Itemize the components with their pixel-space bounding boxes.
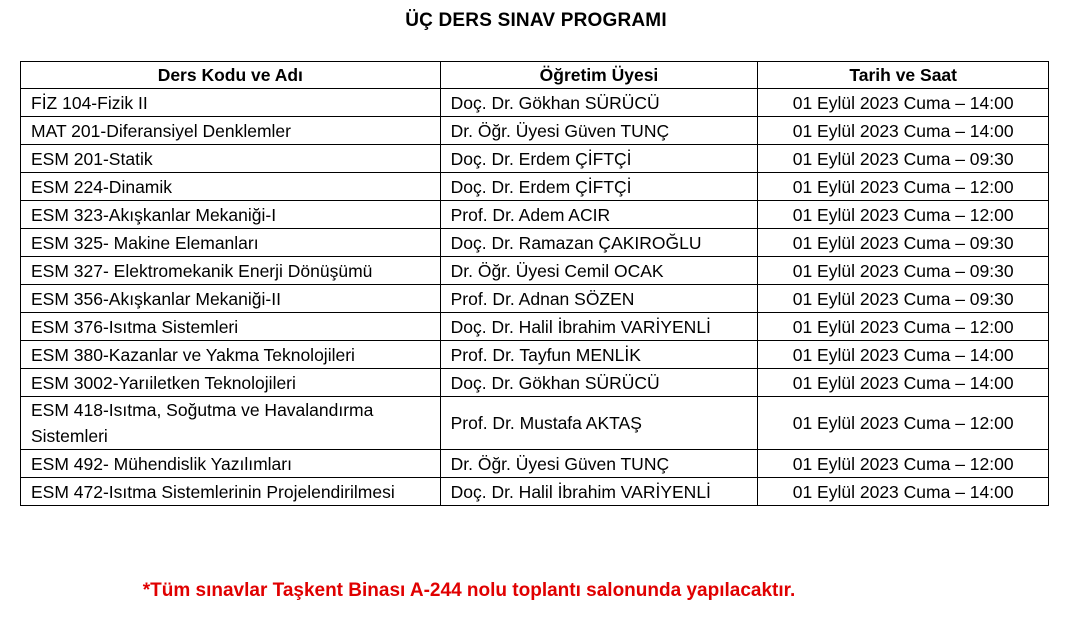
exam-schedule-table — [20, 61, 1049, 506]
course-cell: ESM 418-Isıtma, Soğutma ve Havalandırma Sistemleri — [21, 397, 441, 450]
course-cell: ESM 327- Elektromekanik Enerji Dönüşümü — [21, 257, 441, 285]
lecturer-cell: Doç. Dr. Erdem ÇİFTÇİ — [440, 145, 758, 173]
table-header-row — [21, 62, 1049, 89]
course-cell: ESM 3002-Yarıiletken Teknolojileri — [21, 369, 441, 397]
course-cell: ESM 472-Isıtma Sistemlerinin Projelendirilmesi — [21, 478, 441, 506]
exam-location-note: *Tüm sınavlar Taşkent Binası A-244 nolu toplantı salonunda yapılacaktır. — [142, 580, 796, 601]
table-row — [21, 229, 1049, 257]
column-header-datetime: Tarih ve Saat — [758, 62, 1049, 89]
lecturer-cell: Doç. Dr. Halil İbrahim VARİYENLİ — [440, 313, 758, 341]
table-row — [21, 173, 1049, 201]
lecturer-cell: Prof. Dr. Tayfun MENLİK — [440, 341, 758, 369]
course-cell: ESM 224-Dinamik — [21, 173, 441, 201]
datetime-cell: 01 Eylül 2023 Cuma – 09:30 — [758, 229, 1049, 257]
datetime-cell: 01 Eylül 2023 Cuma – 14:00 — [758, 478, 1049, 506]
course-cell: ESM 356-Akışkanlar Mekaniği-II — [21, 285, 441, 313]
datetime-cell: 01 Eylül 2023 Cuma – 12:00 — [758, 201, 1049, 229]
table-row — [21, 257, 1049, 285]
table-row — [21, 117, 1049, 145]
lecturer-cell: Dr. Öğr. Üyesi Cemil OCAK — [440, 257, 758, 285]
course-cell: ESM 325- Makine Elemanları — [21, 229, 441, 257]
table-row — [21, 341, 1049, 369]
column-header-course: Ders Kodu ve Adı — [21, 62, 441, 89]
datetime-cell: 01 Eylül 2023 Cuma – 09:30 — [758, 257, 1049, 285]
table-row — [21, 145, 1049, 173]
table-row — [21, 397, 1049, 450]
datetime-cell: 01 Eylül 2023 Cuma – 09:30 — [758, 285, 1049, 313]
table-row — [21, 89, 1049, 117]
lecturer-cell: Prof. Dr. Adem ACIR — [440, 201, 758, 229]
table-row — [21, 478, 1049, 506]
datetime-cell: 01 Eylül 2023 Cuma – 14:00 — [758, 89, 1049, 117]
lecturer-cell: Doç. Dr. Gökhan SÜRÜCÜ — [440, 369, 758, 397]
course-cell: ESM 376-Isıtma Sistemleri — [21, 313, 441, 341]
course-cell: MAT 201-Diferansiyel Denklemler — [21, 117, 441, 145]
lecturer-cell: Prof. Dr. Mustafa AKTAŞ — [440, 397, 758, 450]
datetime-cell: 01 Eylül 2023 Cuma – 14:00 — [758, 117, 1049, 145]
datetime-cell: 01 Eylül 2023 Cuma – 09:30 — [758, 145, 1049, 173]
course-cell: ESM 201-Statik — [21, 145, 441, 173]
datetime-cell: 01 Eylül 2023 Cuma – 14:00 — [758, 369, 1049, 397]
course-cell: FİZ 104-Fizik II — [21, 89, 441, 117]
lecturer-cell: Prof. Dr. Adnan SÖZEN — [440, 285, 758, 313]
table-row — [21, 201, 1049, 229]
page-title: ÜÇ DERS SINAV PROGRAMI — [405, 10, 667, 31]
datetime-cell: 01 Eylül 2023 Cuma – 12:00 — [758, 173, 1049, 201]
course-cell: ESM 380-Kazanlar ve Yakma Teknolojileri — [21, 341, 441, 369]
table-row — [21, 285, 1049, 313]
table-row — [21, 369, 1049, 397]
datetime-cell: 01 Eylül 2023 Cuma – 12:00 — [758, 313, 1049, 341]
course-cell: ESM 323-Akışkanlar Mekaniği-I — [21, 201, 441, 229]
lecturer-cell: Doç. Dr. Ramazan ÇAKIROĞLU — [440, 229, 758, 257]
table-row — [21, 450, 1049, 478]
datetime-cell: 01 Eylül 2023 Cuma – 12:00 — [758, 450, 1049, 478]
course-cell: ESM 492- Mühendislik Yazılımları — [21, 450, 441, 478]
datetime-cell: 01 Eylül 2023 Cuma – 12:00 — [758, 397, 1049, 450]
datetime-cell: 01 Eylül 2023 Cuma – 14:00 — [758, 341, 1049, 369]
lecturer-cell: Doç. Dr. Gökhan SÜRÜCÜ — [440, 89, 758, 117]
lecturer-cell: Dr. Öğr. Üyesi Güven TUNÇ — [440, 117, 758, 145]
lecturer-cell: Doç. Dr. Halil İbrahim VARİYENLİ — [440, 478, 758, 506]
column-header-lecturer: Öğretim Üyesi — [440, 62, 758, 89]
table-row — [21, 313, 1049, 341]
lecturer-cell: Doç. Dr. Erdem ÇİFTÇİ — [440, 173, 758, 201]
lecturer-cell: Dr. Öğr. Üyesi Güven TUNÇ — [440, 450, 758, 478]
